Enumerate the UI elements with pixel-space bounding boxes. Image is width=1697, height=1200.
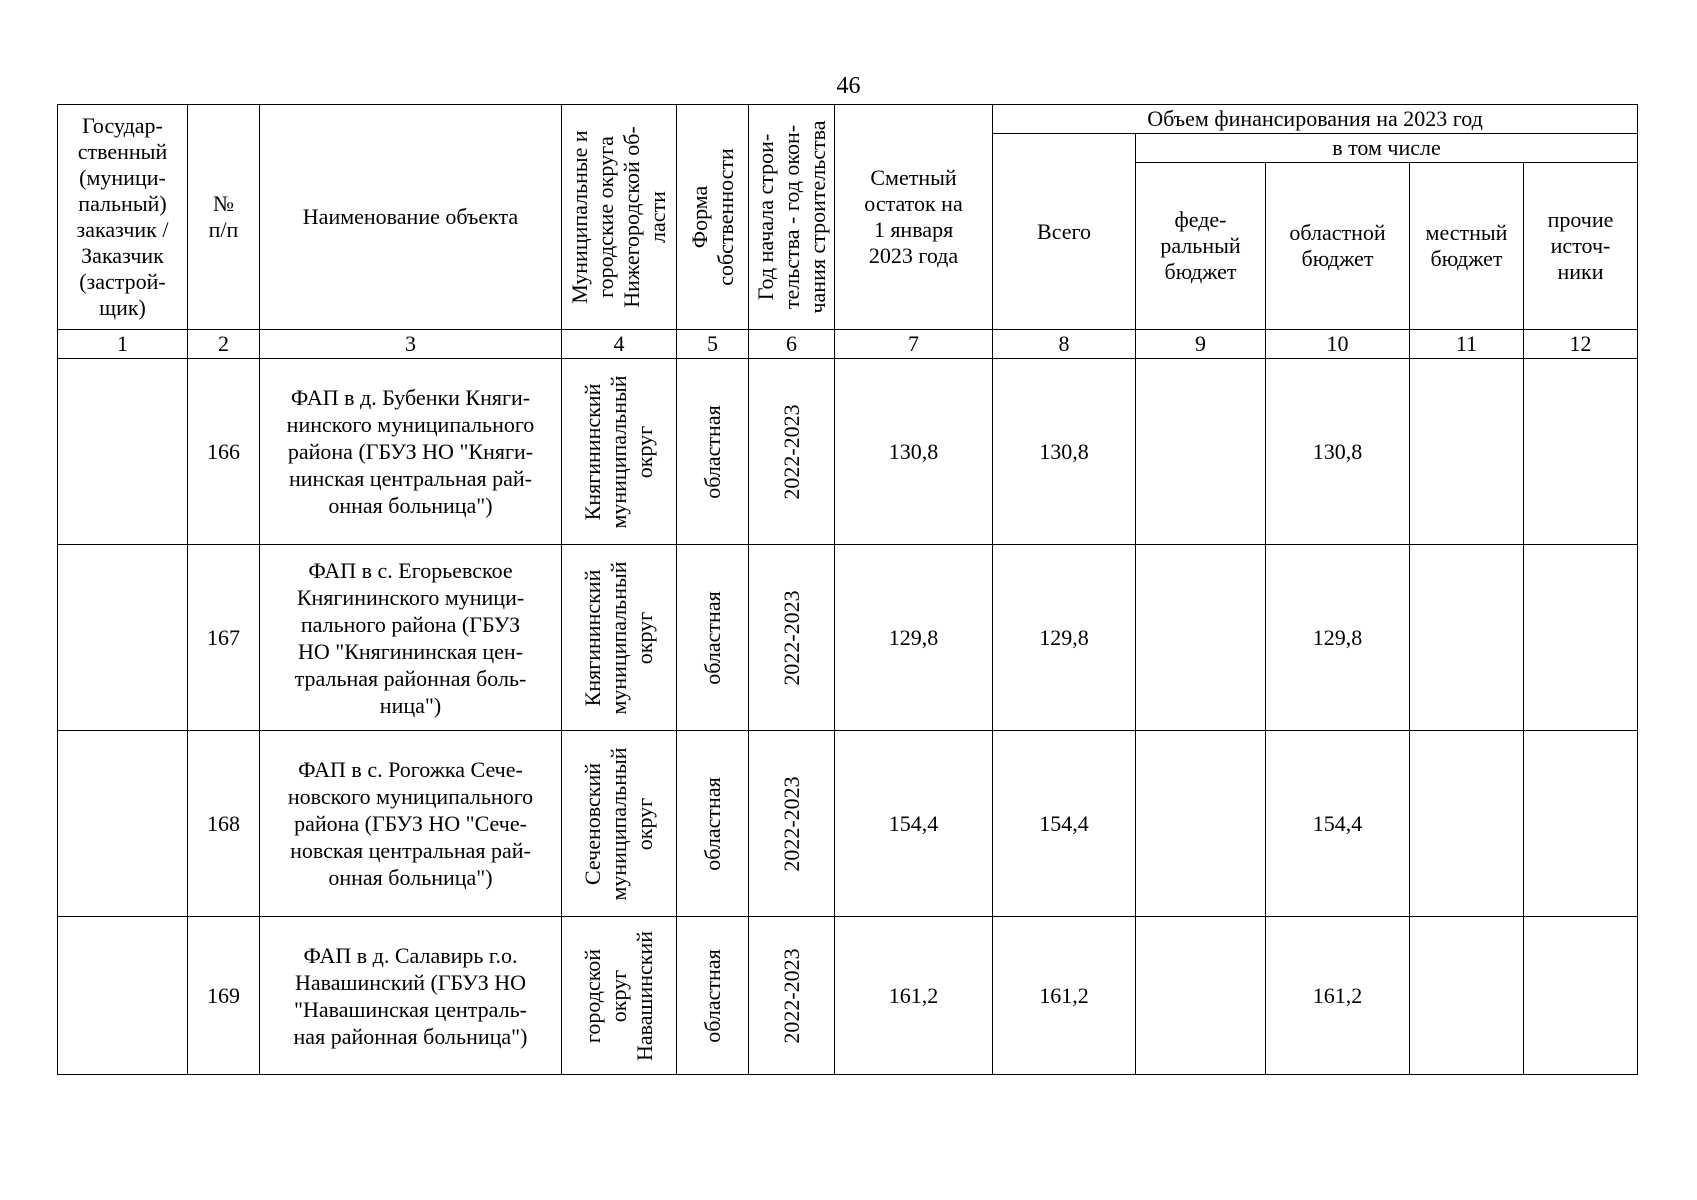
column-number: 6 bbox=[749, 330, 835, 359]
financing-table bbox=[57, 104, 1638, 1075]
cell-balance: 130,8 bbox=[835, 359, 993, 545]
cell-total: 129,8 bbox=[993, 545, 1136, 731]
cell-number: 168 bbox=[188, 731, 260, 917]
cell-federal bbox=[1136, 359, 1266, 545]
cell-total: 130,8 bbox=[993, 359, 1136, 545]
header-balance: Сметный остаток на 1 января 2023 года bbox=[835, 105, 993, 330]
cell-customer bbox=[58, 545, 188, 731]
column-number: 7 bbox=[835, 330, 993, 359]
cell-object-name: ФАП в д. Салавирь г.о. Навашинский (ГБУЗ НО "Навашинская централь- ная районная больница") bbox=[260, 917, 562, 1075]
column-number: 1 bbox=[58, 330, 188, 359]
column-number: 12 bbox=[1524, 330, 1638, 359]
cell-other bbox=[1524, 731, 1638, 917]
column-number: 10 bbox=[1266, 330, 1410, 359]
cell-ownership: областная bbox=[677, 917, 749, 1075]
header-regional: областной бюджет bbox=[1266, 163, 1410, 330]
cell-years: 2022-2023 bbox=[749, 545, 835, 731]
table-row bbox=[58, 731, 1638, 917]
column-number: 3 bbox=[260, 330, 562, 359]
cell-total: 154,4 bbox=[993, 731, 1136, 917]
header-district: Муниципальные и городские округа Нижегородской об- ласти bbox=[562, 105, 677, 330]
cell-total: 161,2 bbox=[993, 917, 1136, 1075]
cell-number: 169 bbox=[188, 917, 260, 1075]
header-number: № п/п bbox=[188, 105, 260, 330]
cell-customer bbox=[58, 917, 188, 1075]
cell-local bbox=[1410, 545, 1524, 731]
cell-customer bbox=[58, 359, 188, 545]
header-including: в том числе bbox=[1136, 134, 1638, 163]
cell-federal bbox=[1136, 545, 1266, 731]
header-federal: феде- ральный бюджет bbox=[1136, 163, 1266, 330]
cell-regional: 129,8 bbox=[1266, 545, 1410, 731]
cell-balance: 154,4 bbox=[835, 731, 993, 917]
cell-district: Княгининский муниципальный округ bbox=[562, 359, 677, 545]
cell-object-name: ФАП в с. Рогожка Сече- новского муниципального района (ГБУЗ НО "Сече- новская центральная рай- онная больница") bbox=[260, 731, 562, 917]
column-number: 11 bbox=[1410, 330, 1524, 359]
cell-years: 2022-2023 bbox=[749, 359, 835, 545]
column-number: 9 bbox=[1136, 330, 1266, 359]
cell-local bbox=[1410, 359, 1524, 545]
header-object-name: Наименование объекта bbox=[260, 105, 562, 330]
cell-local bbox=[1410, 731, 1524, 917]
cell-years: 2022-2023 bbox=[749, 917, 835, 1075]
header-ownership: Форма собственности bbox=[677, 105, 749, 330]
cell-other bbox=[1524, 545, 1638, 731]
cell-customer bbox=[58, 731, 188, 917]
cell-district: Княгининский муниципальный округ bbox=[562, 545, 677, 731]
cell-other bbox=[1524, 359, 1638, 545]
header-local: местный бюджет bbox=[1410, 163, 1524, 330]
cell-balance: 129,8 bbox=[835, 545, 993, 731]
cell-ownership: областная bbox=[677, 731, 749, 917]
cell-local bbox=[1410, 917, 1524, 1075]
cell-years: 2022-2023 bbox=[749, 731, 835, 917]
column-number: 2 bbox=[188, 330, 260, 359]
table-row bbox=[58, 545, 1638, 731]
cell-number: 166 bbox=[188, 359, 260, 545]
cell-regional: 161,2 bbox=[1266, 917, 1410, 1075]
cell-district: городской округ Навашинский bbox=[562, 917, 677, 1075]
column-numbers-row bbox=[58, 330, 1638, 359]
cell-regional: 154,4 bbox=[1266, 731, 1410, 917]
column-number: 5 bbox=[677, 330, 749, 359]
cell-balance: 161,2 bbox=[835, 917, 993, 1075]
cell-district: Сеченовский муниципальный округ bbox=[562, 731, 677, 917]
cell-number: 167 bbox=[188, 545, 260, 731]
header-other: прочие источ- ники bbox=[1524, 163, 1638, 330]
cell-federal bbox=[1136, 917, 1266, 1075]
column-number: 8 bbox=[993, 330, 1136, 359]
column-number: 4 bbox=[562, 330, 677, 359]
cell-other bbox=[1524, 917, 1638, 1075]
cell-regional: 130,8 bbox=[1266, 359, 1410, 545]
table-row bbox=[58, 359, 1638, 545]
header-years: Год начала строи- тельства - год окон- чания строительства bbox=[749, 105, 835, 330]
cell-object-name: ФАП в с. Егорьевское Княгининского муници- пального района (ГБУЗ НО "Княгининская цен- тральная районная боль- ница") bbox=[260, 545, 562, 731]
header-financing: Объем финансирования на 2023 год bbox=[993, 105, 1638, 134]
header-total: Всего bbox=[993, 134, 1136, 330]
table-row bbox=[58, 917, 1638, 1075]
cell-ownership: областная bbox=[677, 545, 749, 731]
cell-federal bbox=[1136, 731, 1266, 917]
header-customer: Государ- ственный (муници- пальный) заказчик / Заказчик (застрой- щик) bbox=[58, 105, 188, 330]
cell-object-name: ФАП в д. Бубенки Княги- нинского муниципального района (ГБУЗ НО "Княги- нинская центральная рай- онная больница") bbox=[260, 359, 562, 545]
page-number: 46 bbox=[836, 73, 861, 99]
cell-ownership: областная bbox=[677, 359, 749, 545]
